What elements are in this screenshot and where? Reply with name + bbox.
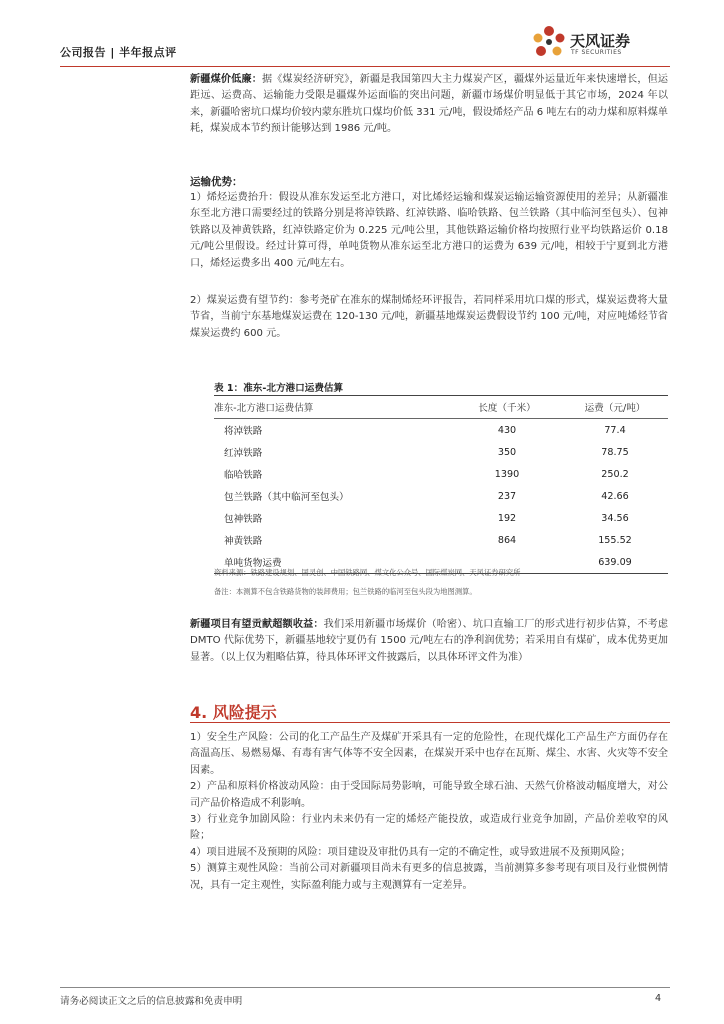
risk-item: 4）项目进展不及预期的风险：项目建设及审批仍具有一定的不确定性，或导致进展不及预期风险； (190, 846, 631, 858)
excess-return-paragraph (190, 617, 668, 666)
table-cell: 包兰铁路（其中临河至包头） (224, 492, 349, 503)
table-source: 资料来源：铁路建设规划、国灵创、中国铁路网、煤文化公众号、国际煤炭网、天风证券研究所 (214, 568, 521, 577)
table-cell: 430 (497, 424, 517, 436)
table-cell: 红淖铁路 (224, 448, 263, 459)
table-row (214, 507, 668, 529)
table-header-row (214, 396, 668, 419)
risk-item: 1）安全生产风险：公司的化工产品生产及煤矿开采具有一定的危险性，在现代煤化工产品生产方面仍存在高温高压、易燃易爆、有毒有害气体等不安全因素，在煤炭开采中也存在瓦斯、煤尘、水害、火灾等不安全因素。 (190, 732, 668, 776)
table-header-cell: 长度（千米） (478, 403, 536, 414)
table-row (214, 419, 668, 442)
risk-item: 5）测算主观性风险：当前公司对新疆项目尚未有更多的信息披露，当前测算多参考现有项目及行业惯例情况，具有一定主观性，实际盈利能力或与主观测算有一定差异。 (190, 863, 668, 891)
table-cell: 将淖铁路 (224, 426, 263, 437)
table-cell: 包神铁路 (224, 514, 263, 525)
page-header (60, 22, 670, 67)
section-divider (190, 722, 670, 723)
table-title: 表 1：准东-北方港口运费估算 (214, 383, 344, 394)
risk-list (190, 730, 668, 894)
transport-heading: 运输优势： (190, 176, 243, 188)
footer-disclaimer: 请务必阅读正文之后的信息披露和免责申明 (60, 996, 243, 1007)
table-cell: 42.66 (601, 490, 629, 502)
footer-divider (60, 987, 670, 988)
table-cell: 临哈铁路 (224, 470, 263, 481)
table-header-cell: 准东-北方港口运费估算 (214, 403, 314, 414)
table-cell: 神黄铁路 (224, 536, 263, 547)
table-note: 备注：本测算不包含铁路货物的装卸费用；包兰铁路的临河至包头段为地图测算。 (214, 587, 477, 596)
risk-item: 2）产品和原料价格波动风险：由于受国际局势影响，可能导致全球石油、天然气价格波动幅度增大，对公司产品价格造成不利影响。 (190, 781, 668, 809)
table-cell: 639.09 (598, 556, 632, 568)
section-title-risk: 4. 风险提示 (190, 703, 277, 722)
flower-logo-icon (530, 24, 568, 62)
coal-price-lead: 新疆煤价低廉： (190, 74, 262, 85)
logo-text-en: TF SECURITIES (571, 49, 622, 56)
excess-return-body: 我们采用新疆市场煤价（哈密）、坑口直输工厂的形式进行初步估算，不考虑 DMTO 代际优势下，新疆基地较宁夏仍有 1500 元/吨左右的净利润优势；若采用自有煤矿，成本优势更加显著。（以上仅为粗略估算，待具体环评文件披露后，以具体环评文件为准） (190, 619, 669, 663)
risk-item: 3）行业竞争加剧风险：行业内未来仍有一定的烯烃产能投放，或造成行业竞争加剧，产品价差收窄的风险； (190, 814, 668, 842)
excess-return-lead: 新疆项目有望贡献超额收益： (190, 619, 324, 630)
table-row (214, 463, 668, 485)
table-header-cell: 运费（元/吨） (584, 403, 646, 414)
table-cell: 237 (497, 490, 517, 502)
table-row (214, 485, 668, 507)
report-type-label: 公司报告 | 半年报点评 (60, 46, 177, 59)
header-divider (60, 66, 670, 67)
table-cell: 34.56 (601, 512, 629, 524)
transport-paragraph-1: 1）烯烃运费抬升：假设从准东发运至北方港口，对比烯烃运输和煤炭运输运输资源使用的差异；从新疆准东至北方港口需要经过的铁路分别是将淖铁路、红淖铁路、临哈铁路、包兰铁路（其中临河至包头）、包神铁路以及神黄铁路，红淖铁路定价为 0.225 元/吨公里，其他铁路运输价格均按照行业平均铁路运价 0.18 元/吨公里假设。经过计算可得，单吨货物从准东运至北方港口的运费为 639 元/吨，相较于宁夏到北方港口，烯烃运费多出 400 元/吨左右。 (190, 192, 668, 269)
table-cell: 1390 (494, 468, 520, 480)
transport-paragraph-2: 2）煤炭运费有望节约：参考尧矿在准东的煤制烯烃环评报告，若同样采用坑口煤的形式，煤炭运费将大量节省，当前宁东基地煤炭运费在 120-130 元/吨，新疆基地煤炭运费假设节约 100 元/吨，对应吨烯烃节省煤炭运费约 600 元。 (190, 295, 668, 339)
logo-text-cn: 天风证券 (570, 32, 631, 50)
table-cell: 77.4 (604, 424, 626, 436)
table-cell: 78.75 (601, 446, 629, 458)
table-cell: 350 (497, 446, 517, 458)
table-row (214, 529, 668, 551)
company-logo (530, 22, 670, 64)
table-cell: 单吨货物运费 (224, 558, 282, 569)
page-number: 4 (655, 993, 662, 1004)
coal-price-paragraph (190, 72, 668, 138)
table-row (214, 441, 668, 463)
table-cell: 155.52 (598, 534, 632, 546)
coal-price-body: 据《煤炭经济研究》，新疆是我国第四大主力煤炭产区，疆煤外运量近年来快速增长，但运距远、运费高、运输能力受限是疆煤外运面临的突出问题，新疆市场煤价明显低于其它市场，2024 年以来，新疆哈密坑口煤均价较内蒙东胜坑口煤均价低 331 元/吨，假设烯烃产品 6 吨左右的动力煤和原料煤单耗，煤炭成本节约预计能够达到 1986 元/吨。 (190, 74, 669, 135)
freight-table (214, 395, 668, 574)
table-cell: 192 (497, 512, 517, 524)
table-cell: 250.2 (601, 468, 629, 480)
table-cell: 864 (497, 534, 517, 546)
